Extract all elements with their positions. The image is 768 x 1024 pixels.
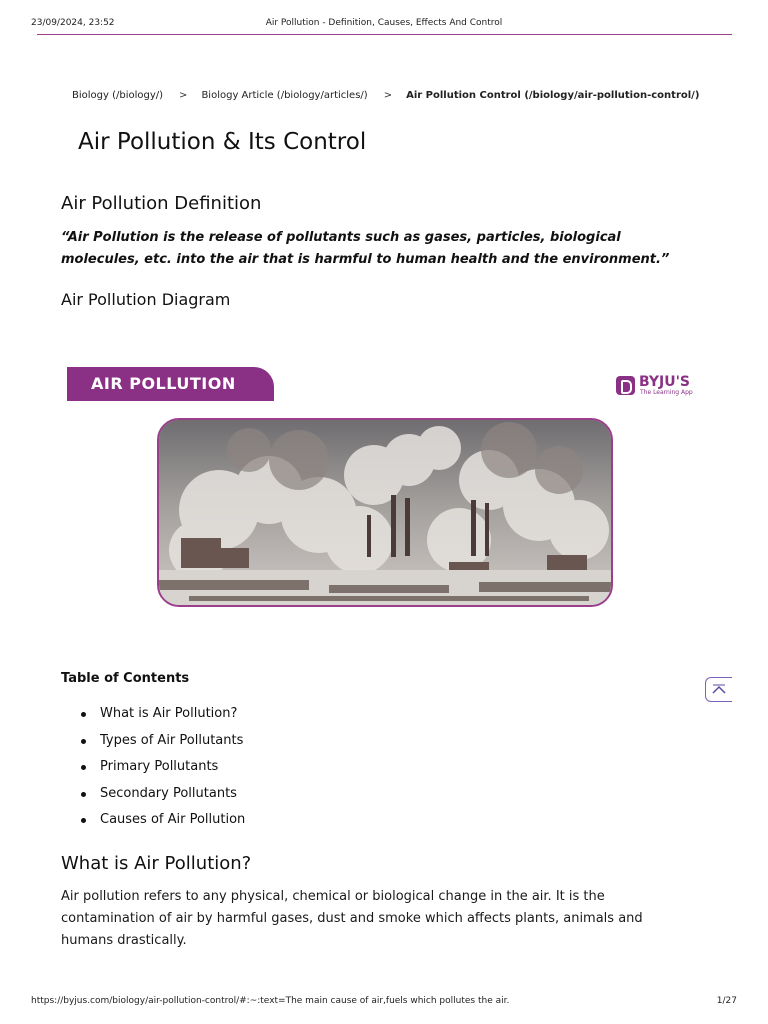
definition-heading: Air Pollution Definition (61, 193, 262, 214)
diagram-heading: Air Pollution Diagram (61, 290, 231, 309)
toc-item-secondary[interactable]: Secondary Pollutants (80, 786, 245, 813)
breadcrumb-separator: > (383, 90, 393, 101)
breadcrumb-link-biology-article[interactable]: Biology Article (/biology/articles/) (201, 90, 368, 101)
toc-item-what-is[interactable]: What is Air Pollution? (80, 706, 245, 733)
breadcrumb (72, 90, 699, 101)
byjus-logo-icon (616, 376, 635, 395)
byjus-logo-brand: BYJU'S (639, 374, 690, 390)
print-timestamp: 23/09/2024, 23:52 (31, 18, 115, 28)
breadcrumb-separator: > (179, 90, 188, 101)
toc-item-types[interactable]: Types of Air Pollutants (80, 733, 245, 760)
header-divider (37, 34, 732, 35)
air-pollution-banner: AIR POLLUTION (67, 367, 274, 401)
page-title: Air Pollution & Its Control (78, 129, 367, 155)
breadcrumb-current[interactable]: Air Pollution Control (/biology/air-pollution-control/) (406, 90, 700, 101)
page-number: 1/27 (716, 996, 737, 1006)
what-is-heading: What is Air Pollution? (61, 853, 252, 874)
toc-item-causes[interactable]: Causes of Air Pollution (80, 812, 245, 839)
factory-smoke-illustration (159, 420, 611, 605)
print-header (31, 18, 737, 30)
factory-smoke-photo (157, 418, 613, 607)
toc-item-primary[interactable]: Primary Pollutants (80, 759, 245, 786)
toc-list (80, 706, 245, 839)
what-is-paragraph: Air pollution refers to any physical, chemical or biological change in the air. It is the contamination of air by harmful gases, dust and smoke which affects plants, animals and humans drastically. (61, 889, 643, 948)
print-page-title: Air Pollution - Definition, Causes, Effects And Control (265, 18, 503, 28)
print-url: https://byjus.com/biology/air-pollution-control/#:~:text=The main cause of air,fuels which pollutes the air. (31, 996, 510, 1006)
chevron-up-icon (712, 684, 726, 696)
byjus-logo-tagline: The Learning App (640, 389, 693, 396)
toc-title: Table of Contents (61, 671, 190, 686)
definition-quote: “Air Pollution is the release of pollutants such as gases, particles, biological molecules, etc. into the air that is harmful to human health and the environment.” (61, 230, 670, 267)
byjus-logo (616, 374, 706, 400)
print-footer (31, 996, 737, 1008)
breadcrumb-link-biology[interactable]: Biology (/biology/) (72, 90, 164, 101)
scroll-to-top-button[interactable] (705, 677, 732, 702)
